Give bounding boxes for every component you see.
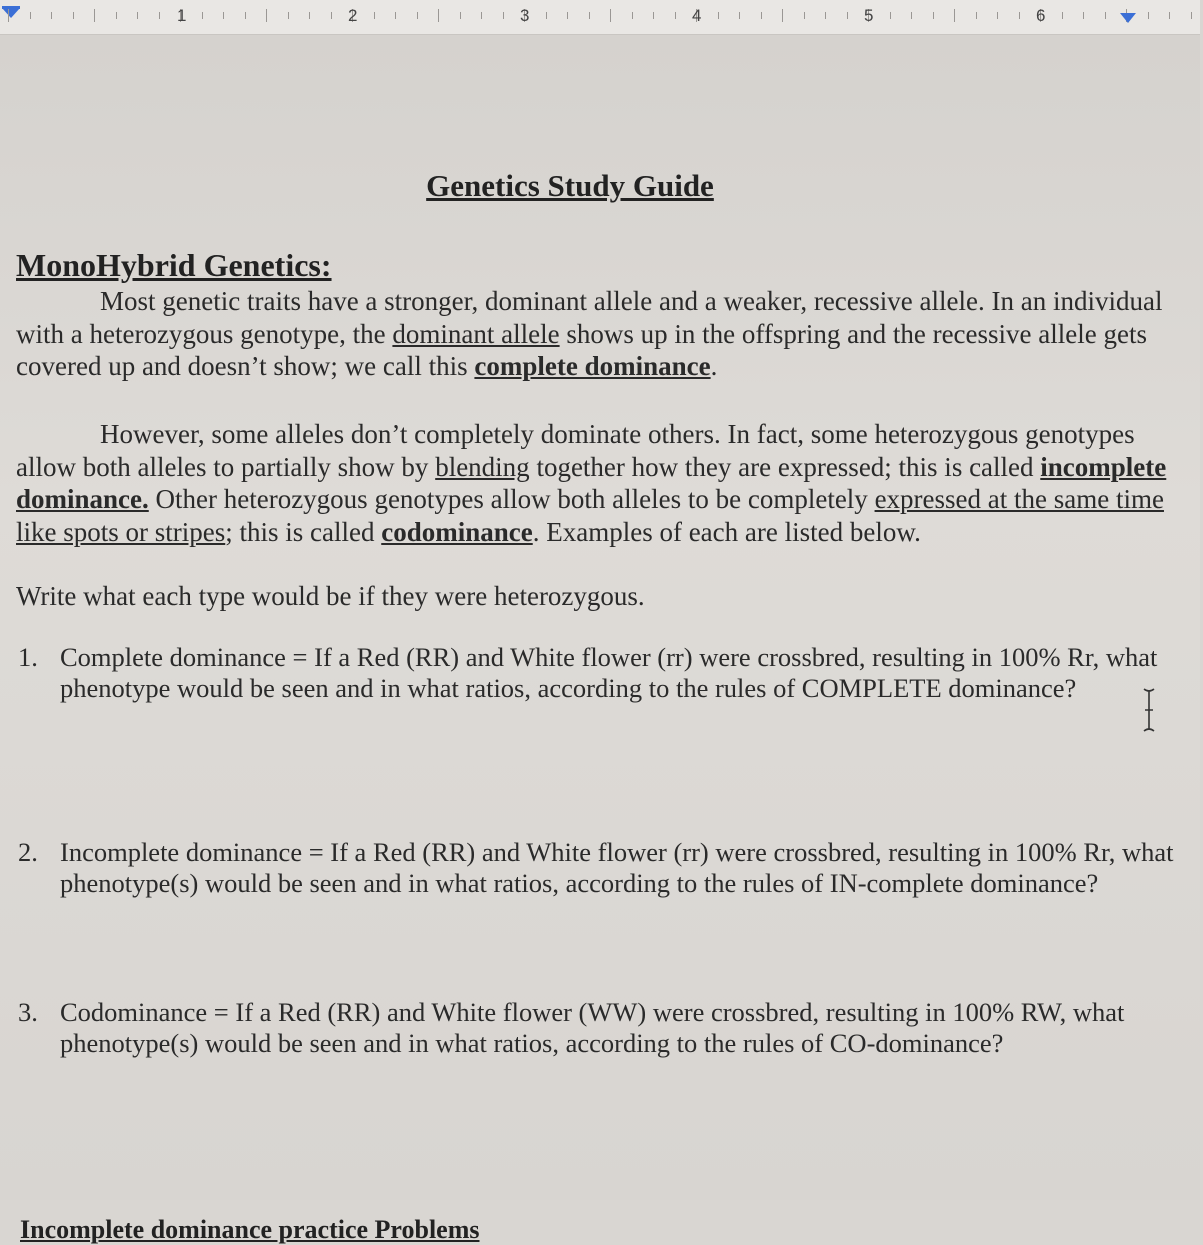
right-indent-marker[interactable] (1120, 13, 1136, 23)
question-number: 2. (18, 837, 38, 867)
ruler-tick (1191, 12, 1192, 19)
left-indent-marker[interactable] (2, 8, 20, 18)
question-number: 1. (18, 642, 38, 672)
ruler-tick (804, 12, 805, 19)
ruler-tick (1062, 12, 1063, 19)
text-cursor-icon (1142, 687, 1156, 733)
ruler-tick (417, 12, 418, 19)
ruler-tick (825, 12, 826, 19)
section-heading: MonoHybrid Genetics: (16, 247, 332, 283)
term-complete-dominance: complete dominance (474, 351, 711, 381)
paragraph-incomplete-codominance: However, some alleles don’t completely dominate others. In fact, some heterozygous genotypes allow both alleles to partially show by blending together how they are expressed; this is called incomplete dominance. Other heterozygous genotypes allow both alleles to be completely expressed at the same time like spots or stripes; this is called codominance. Examples of each are listed below. (16, 419, 1167, 547)
ruler-tick (1019, 12, 1020, 19)
ruler-tick (997, 12, 998, 19)
ruler-tick (374, 12, 375, 19)
ruler-tick (1169, 12, 1170, 19)
ruler-tick (847, 12, 848, 19)
ruler-tick (94, 9, 95, 22)
ruler-tick (395, 12, 396, 19)
ruler-tick (266, 9, 267, 22)
ruler-tick (51, 12, 52, 19)
next-section-heading: Incomplete dominance practice Problems (20, 1215, 480, 1244)
ruler-tick (116, 12, 117, 19)
ruler-tick (739, 12, 740, 19)
term-codominance: codominance (381, 516, 533, 547)
ruler-tick (73, 12, 74, 19)
ruler-tick (309, 12, 310, 19)
ruler-tick (245, 12, 246, 19)
ruler-number: 2 (348, 6, 358, 25)
document-page[interactable] (0, 35, 1200, 1244)
horizontal-ruler[interactable] (0, 0, 1200, 35)
ruler-tick (30, 12, 31, 19)
term-blending: blending (435, 451, 530, 482)
ruler-tick (159, 12, 160, 19)
ruler-tick (567, 12, 568, 19)
ruler-tick (331, 12, 332, 19)
ruler-tick (137, 12, 138, 19)
ruler-tick (438, 9, 439, 22)
ruler-number: 1 (177, 6, 187, 25)
ruler-number: 6 (1036, 6, 1046, 25)
ruler-tick (1148, 12, 1149, 19)
question-text: Codominance = If a Red (RR) and White flower (WW) were crossbred, resulting in 100% RW, what phenotype(s) would be seen and in what ratios, according to the rules of CO-dominance? (60, 997, 1178, 1058)
ruler-tick (632, 12, 633, 19)
ruler-tick (1083, 12, 1084, 19)
term-dominant-allele: dominant allele (392, 318, 560, 349)
ruler-tick (202, 12, 203, 19)
ruler-number: 4 (692, 6, 702, 25)
ruler-tick (546, 12, 547, 19)
ruler-tick (933, 12, 934, 19)
ruler-tick (460, 12, 461, 19)
ruler-tick (782, 9, 783, 22)
question-item[interactable] (18, 642, 1203, 704)
question-text: Complete dominance = If a Red (RR) and White flower (rr) were crossbred, resulting in 100% Rr, what phenotype would be seen and in what ratios, according to the rules of COMPLETE dominance? (60, 642, 1158, 703)
instruction-text: Write what each type would be if they were heterozygous. (16, 581, 645, 611)
ruler-tick (976, 12, 977, 19)
ruler-tick (653, 12, 654, 19)
ruler-tick (288, 12, 289, 19)
ruler-tick (503, 12, 504, 19)
ruler-tick (1105, 12, 1106, 19)
ruler-tick (610, 9, 611, 22)
paragraph-complete-dominance: Most genetic traits have a stronger, dominant allele and a weaker, recessive allele. In an individual with a heterozygous genotype, the dominant allele shows up in the offspring and the recessive allele gets covered up and doesn’t show; we call this complete dominance. (16, 286, 1163, 381)
question-item[interactable] (18, 997, 1203, 1059)
question-item[interactable] (18, 837, 1203, 899)
question-text: Incomplete dominance = If a Red (RR) and White flower (rr) were crossbred, resulting in 100% Rr, what phenotype(s) would be seen and in what ratios, according to the rules of IN-complete dominance? (60, 837, 1174, 898)
ruler-tick (761, 12, 762, 19)
ruler-tick (911, 12, 912, 19)
ruler-tick (890, 12, 891, 19)
ruler-number: 5 (864, 6, 874, 25)
ruler-tick (675, 12, 676, 19)
ruler-tick (589, 12, 590, 19)
document-title: Genetics Study Guide (426, 168, 714, 203)
ruler-tick (8, 9, 9, 22)
ruler-tick (223, 12, 224, 19)
ruler-tick (481, 12, 482, 19)
ruler-number: 3 (520, 6, 530, 25)
term-expressed-same-time: expressed at the same time like spots or stripes (16, 484, 1164, 547)
ruler-tick (718, 12, 719, 19)
ruler-tick (954, 9, 955, 22)
term-incomplete-dominance: incomplete dominance. (16, 451, 1167, 514)
question-number: 3. (18, 997, 38, 1027)
